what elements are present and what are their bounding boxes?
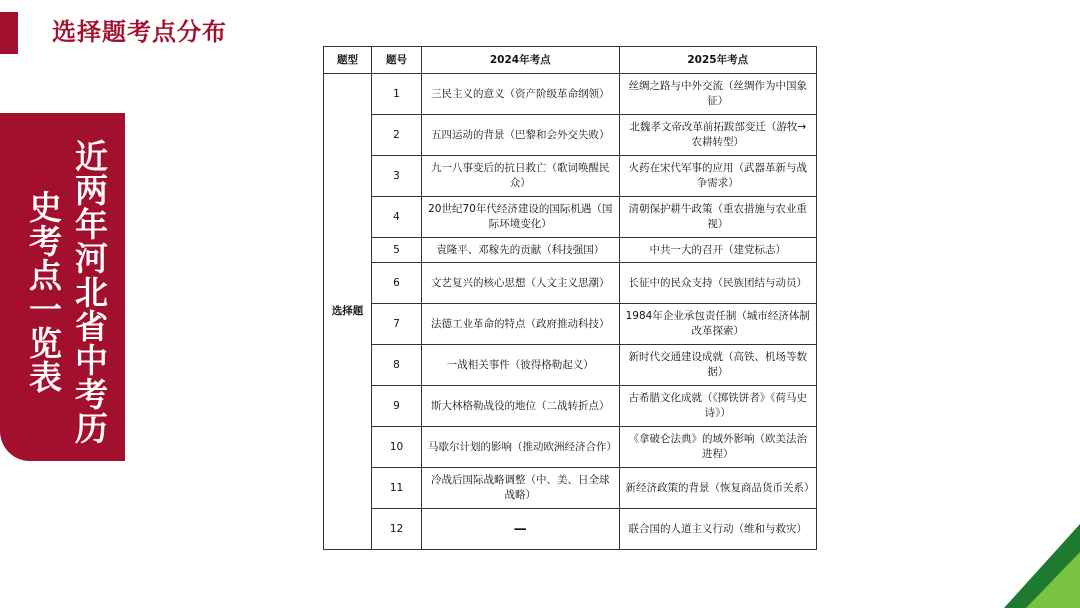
topic-2024: 五四运动的背景（巴黎和会外交失败） xyxy=(422,115,620,156)
question-number: 11 xyxy=(372,468,422,509)
side-banner xyxy=(0,113,125,461)
header-2024: 2024年考点 xyxy=(422,47,620,74)
topic-2025: 长征中的民众支持（民族团结与动员） xyxy=(619,263,817,304)
table-row xyxy=(324,509,817,550)
topic-2025: 火药在宋代军事的应用（武器革新与战争需求） xyxy=(619,156,817,197)
topic-2024: 冷战后国际战略调整（中、美、日全球战略） xyxy=(422,468,620,509)
topic-2025: 1984年企业承包责任制（城市经济体制改革探索） xyxy=(619,304,817,345)
side-banner-text-left: 史考点一览表 xyxy=(24,190,63,394)
topic-2025: 《拿破仑法典》的域外影响（欧美法治进程） xyxy=(619,427,817,468)
topic-2024: — xyxy=(422,509,620,550)
topic-2025: 中共一大的召开（建党标志） xyxy=(619,238,817,263)
topic-2024: 20世纪70年代经济建设的国际机遇（国际环境变化） xyxy=(422,197,620,238)
question-number: 2 xyxy=(372,115,422,156)
question-number: 9 xyxy=(372,386,422,427)
question-number: 4 xyxy=(372,197,422,238)
topic-2024: 文艺复兴的核心思想（人文主义思潮） xyxy=(422,263,620,304)
question-type-cell: 选择题 xyxy=(324,74,372,550)
question-number: 3 xyxy=(372,156,422,197)
topic-2025: 联合国的人道主义行动（维和与救灾） xyxy=(619,509,817,550)
table-row xyxy=(324,386,817,427)
topic-2024: 法德工业革命的特点（政府推动科技） xyxy=(422,304,620,345)
table-row xyxy=(324,197,817,238)
table-row xyxy=(324,468,817,509)
question-number: 8 xyxy=(372,345,422,386)
topic-2025: 古希腊文化成就（《掷铁饼者》《荷马史诗》） xyxy=(619,386,817,427)
table-row xyxy=(324,427,817,468)
topic-2024: 斯大林格勒战役的地位（二战转折点） xyxy=(422,386,620,427)
table-row xyxy=(324,238,817,263)
title-accent-bar xyxy=(0,12,18,54)
header-2025: 2025年考点 xyxy=(619,47,817,74)
header-type: 题型 xyxy=(324,47,372,74)
side-banner-text-right: 近两年河北省中考历 xyxy=(70,139,109,445)
topic-2025: 新经济政策的背景（恢复商品货币关系） xyxy=(619,468,817,509)
table-row xyxy=(324,156,817,197)
header-number: 题号 xyxy=(372,47,422,74)
question-number: 12 xyxy=(372,509,422,550)
topic-2025: 清朝保护耕牛政策（重农措施与农业重视） xyxy=(619,197,817,238)
question-number: 7 xyxy=(372,304,422,345)
topic-2024: 一战相关事件（彼得格勒起义） xyxy=(422,345,620,386)
question-number: 6 xyxy=(372,263,422,304)
corner-decoration xyxy=(1004,524,1080,608)
question-number: 5 xyxy=(372,238,422,263)
table-row xyxy=(324,115,817,156)
topic-2025: 北魏孝文帝改革前拓跋部变迁（游牧→农耕转型） xyxy=(619,115,817,156)
topic-2024: 九一八事变后的抗日救亡（歌词唤醒民众） xyxy=(422,156,620,197)
table-row xyxy=(324,304,817,345)
table-header-row xyxy=(324,47,817,74)
question-number: 1 xyxy=(372,74,422,115)
exam-topics-table xyxy=(323,46,817,550)
topic-2024: 袁隆平、邓稼先的贡献（科技强国） xyxy=(422,238,620,263)
table-row xyxy=(324,74,817,115)
table-row xyxy=(324,345,817,386)
table-row xyxy=(324,263,817,304)
topic-2024: 三民主义的意义（资产阶级革命纲领） xyxy=(422,74,620,115)
topic-2025: 丝绸之路与中外交流（丝绸作为中国象征） xyxy=(619,74,817,115)
question-number: 10 xyxy=(372,427,422,468)
page-title: 选择题考点分布 xyxy=(52,18,227,46)
topic-2025: 新时代交通建设成就（高铁、机场等数据） xyxy=(619,345,817,386)
topic-2024: 马歇尔计划的影响（推动欧洲经济合作） xyxy=(422,427,620,468)
